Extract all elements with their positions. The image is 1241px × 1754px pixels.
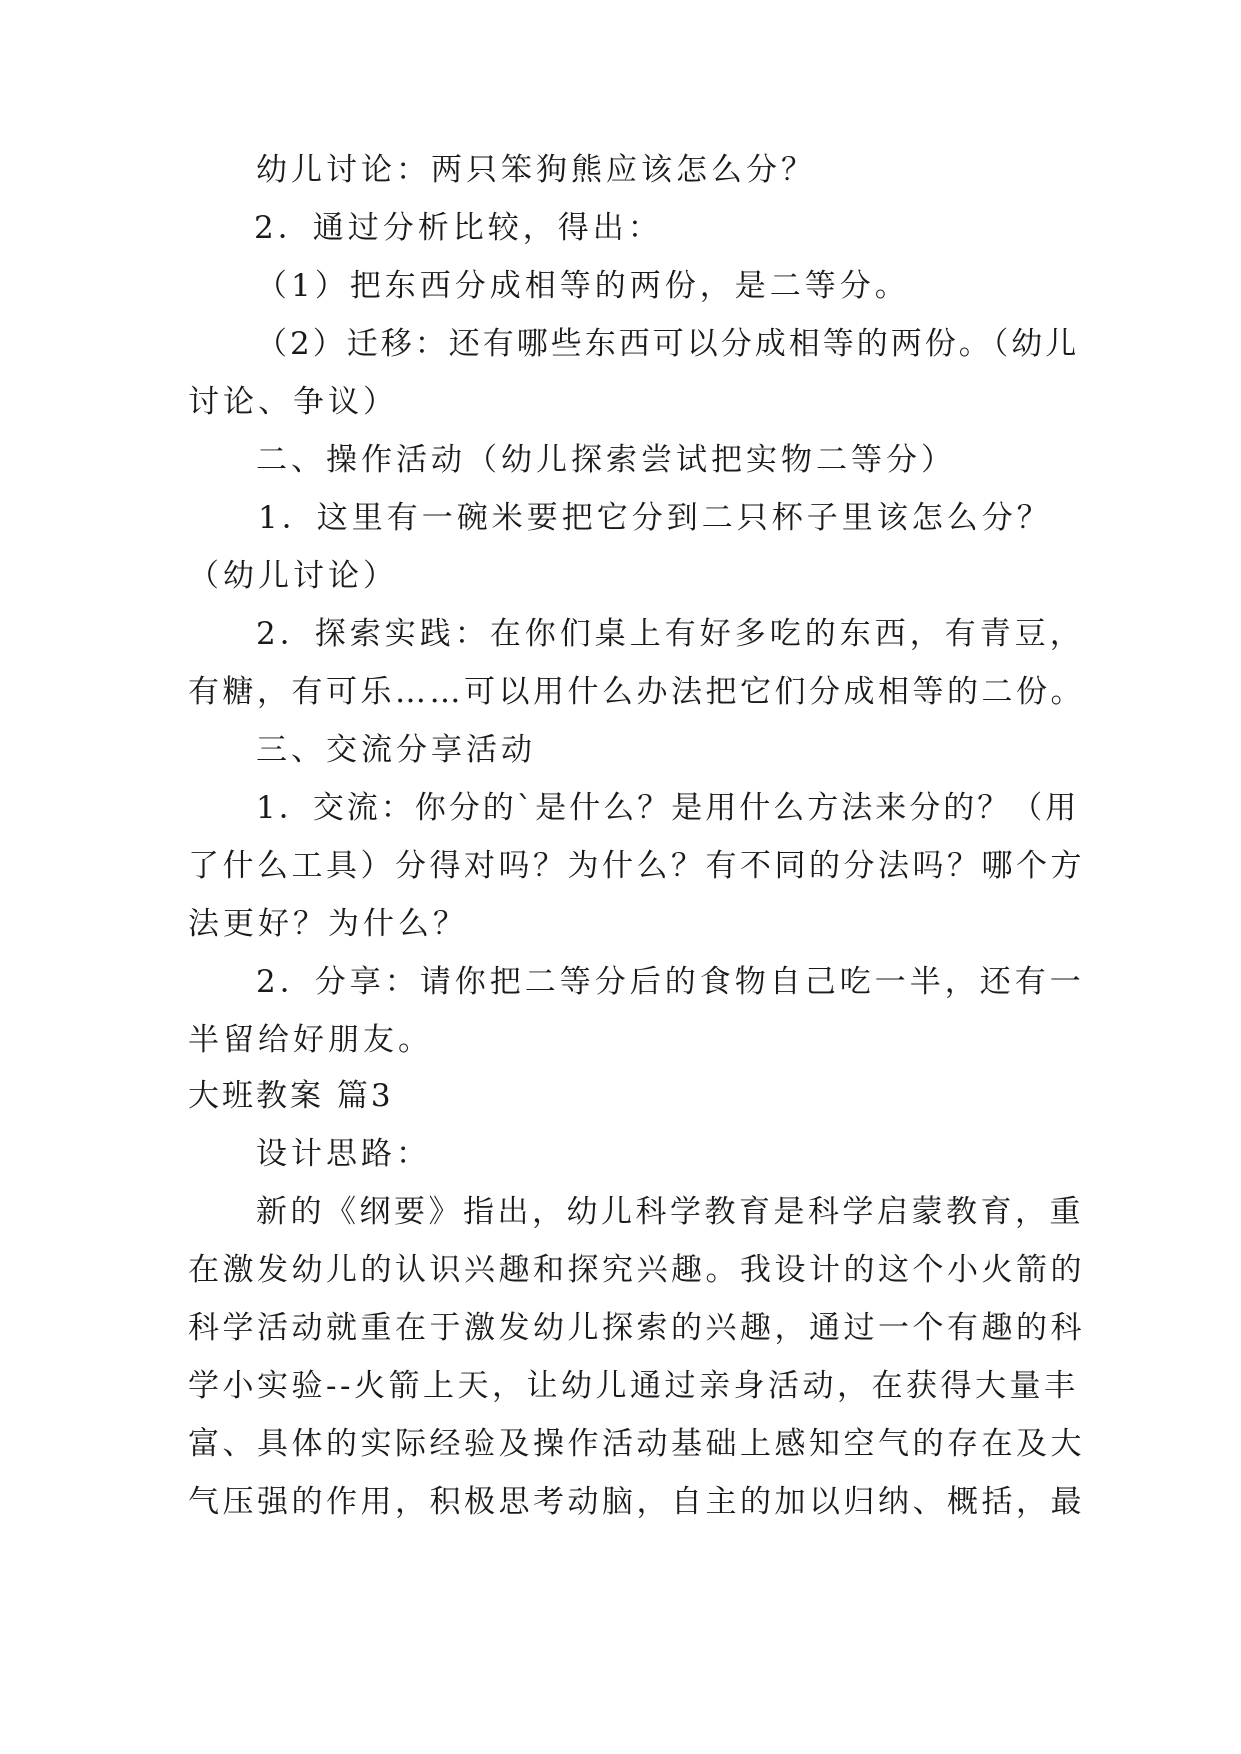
text-line: （幼儿讨论）: [188, 558, 398, 594]
text-line: 法更好？为什么？: [188, 906, 468, 942]
text-line: （1）把东西分成相等的两份，是二等分。: [256, 268, 910, 304]
text-line: 科学活动就重在于激发幼儿探索的兴趣，通过一个有趣的科: [188, 1310, 1085, 1346]
text-line: （2）迁移：还有哪些东西可以分成相等的两份。（幼儿: [256, 326, 1080, 362]
lesson-title: 大班教案 篇3: [188, 1078, 394, 1114]
text-line: 富、具体的实际经验及操作活动基础上感知空气的存在及大: [188, 1426, 1085, 1462]
text-line: 气压强的作用，积极思考动脑，自主的加以归纳、概括，最: [188, 1484, 1085, 1520]
text-line: 1．交流：你分的`是什么？是用什么方法来分的？（用: [256, 790, 1080, 826]
text-line: 幼儿讨论：两只笨狗熊应该怎么分？: [256, 152, 816, 188]
text-line: 学小实验--火箭上天，让幼儿通过亲身活动，在获得大量丰: [188, 1368, 1079, 1404]
section-heading: 三、交流分享活动: [256, 732, 536, 768]
text-line: 1．这里有一碗米要把它分到二只杯子里该怎么分？: [258, 500, 1052, 536]
text-line: 2．通过分析比较，得出：: [254, 210, 663, 246]
text-line: 在激发幼儿的认识兴趣和探究兴趣。我设计的这个小火箭的: [188, 1252, 1085, 1288]
text-line: 2．探索实践：在你们桌上有好多吃的东西，有青豆，: [256, 616, 1085, 652]
section-heading: 二、操作活动（幼儿探索尝试把实物二等分）: [256, 442, 956, 478]
text-line: 新的《纲要》指出，幼儿科学教育是科学启蒙教育，重: [256, 1194, 1084, 1230]
section-heading: 设计思路：: [256, 1136, 431, 1172]
text-line: 了什么工具）分得对吗？为什么？有不同的分法吗？哪个方: [188, 848, 1085, 884]
text-line: 讨论、争议）: [188, 384, 398, 420]
text-line: 有糖，有可乐……可以用什么办法把它们分成相等的二份。: [188, 674, 1085, 710]
text-line: 半留给好朋友。: [188, 1022, 433, 1058]
text-line: 2．分享：请你把二等分后的食物自己吃一半，还有一: [256, 964, 1085, 1000]
